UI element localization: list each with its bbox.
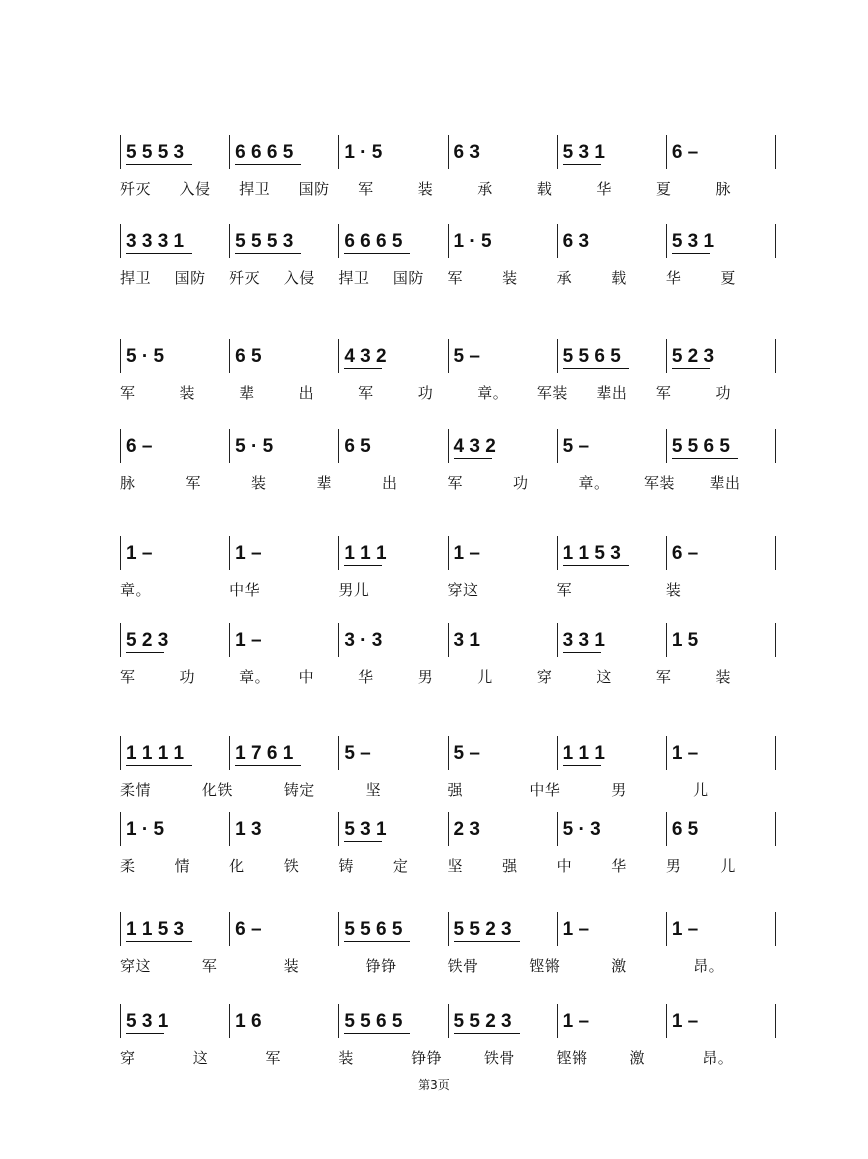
note-group: 4 3 2 bbox=[453, 436, 496, 457]
lyric-syllable: 男 bbox=[665, 857, 682, 875]
note-group: 1 · 5 bbox=[453, 231, 492, 252]
lyric-syllable: 章。 bbox=[239, 668, 271, 686]
lyric-syllable: 铸定 bbox=[283, 781, 315, 799]
lyric-syllable: 铁骨 bbox=[447, 957, 479, 975]
barline bbox=[120, 339, 121, 373]
barline bbox=[557, 135, 558, 169]
lyric-syllable: 章。 bbox=[120, 581, 152, 599]
barline bbox=[448, 339, 449, 373]
lyric-syllable: 装 bbox=[417, 180, 434, 198]
barline bbox=[229, 912, 230, 946]
barline bbox=[666, 623, 667, 657]
lyric-syllable: 情 bbox=[174, 857, 191, 875]
lyric-syllable: 承 bbox=[556, 269, 573, 287]
lyric-syllable: 中华 bbox=[529, 781, 561, 799]
lyric-syllable: 功 bbox=[179, 668, 196, 686]
eighth-note-beam bbox=[563, 765, 601, 766]
lyric-syllable: 装 bbox=[283, 957, 300, 975]
lyric-syllable: 铮铮 bbox=[365, 957, 397, 975]
lyric-syllable: 军 bbox=[358, 384, 374, 402]
lyric-syllable: 昂。 bbox=[693, 957, 725, 975]
lyric-syllable: 军 bbox=[120, 668, 136, 686]
barline bbox=[557, 224, 558, 258]
barline bbox=[775, 1004, 776, 1038]
barline bbox=[229, 536, 230, 570]
lyric-syllable: 夏 bbox=[720, 269, 736, 287]
note-group: 5 5 2 3 bbox=[453, 1011, 512, 1032]
note-group: 6 5 bbox=[235, 346, 262, 367]
note-group: 6 3 bbox=[562, 231, 590, 252]
lyric-syllable: 军 bbox=[185, 474, 202, 492]
eighth-note-beam bbox=[235, 253, 301, 254]
lyric-syllable: 章。 bbox=[477, 384, 509, 402]
lyric-syllable: 捍卫 bbox=[239, 180, 271, 198]
note-group: 1 · 5 bbox=[344, 142, 383, 163]
note-group: 5 5 5 3 bbox=[126, 142, 185, 163]
lyric-syllable: 装 bbox=[179, 384, 196, 402]
lyric-syllable: 男 bbox=[611, 781, 627, 799]
lyric-syllable: 这 bbox=[596, 668, 612, 686]
eighth-note-beam bbox=[344, 565, 382, 566]
barline bbox=[775, 224, 776, 258]
barline bbox=[338, 736, 339, 770]
note-group: 5 5 6 5 bbox=[671, 436, 730, 457]
lyric-syllable: 军 bbox=[120, 384, 136, 402]
lyric-syllable: 功 bbox=[715, 384, 731, 402]
lyric-syllable: 军装 bbox=[644, 474, 676, 492]
barline bbox=[338, 812, 339, 846]
lyric-syllable: 穿这 bbox=[447, 581, 479, 599]
lyric-syllable: 装 bbox=[338, 1049, 354, 1067]
lyric-syllable: 捍卫 bbox=[120, 269, 152, 287]
barline bbox=[666, 339, 667, 373]
note-group: 5 3 1 bbox=[126, 1011, 169, 1032]
barline bbox=[229, 623, 230, 657]
lyric-syllable: 脉 bbox=[120, 474, 136, 492]
note-group: 1 – bbox=[235, 630, 262, 651]
eighth-note-beam bbox=[126, 765, 192, 766]
note-group: 1 5 bbox=[671, 630, 699, 651]
lyric-syllable: 这 bbox=[192, 1049, 209, 1067]
lyric-syllable: 辈 bbox=[239, 384, 255, 402]
lyric-syllable: 中 bbox=[298, 668, 315, 686]
lyric-syllable: 军 bbox=[265, 1049, 282, 1067]
note-group: 1 7 6 1 bbox=[235, 743, 294, 764]
eighth-note-beam bbox=[344, 1033, 410, 1034]
lyric-syllable: 化 bbox=[229, 857, 245, 875]
barline bbox=[775, 536, 776, 570]
barline bbox=[448, 812, 449, 846]
barline bbox=[557, 429, 558, 463]
eighth-note-beam bbox=[454, 1033, 520, 1034]
note-group: 5 5 5 3 bbox=[235, 231, 294, 252]
note-group: 6 – bbox=[126, 436, 153, 457]
note-group: 3 3 3 1 bbox=[126, 231, 185, 252]
barline bbox=[120, 224, 121, 258]
barline bbox=[557, 339, 558, 373]
barline bbox=[775, 912, 776, 946]
barline bbox=[557, 536, 558, 570]
eighth-note-beam bbox=[563, 565, 629, 566]
barline bbox=[775, 736, 776, 770]
barline bbox=[229, 224, 230, 258]
lyric-syllable: 穿这 bbox=[120, 957, 152, 975]
eighth-note-beam bbox=[126, 941, 192, 942]
lyric-syllable: 功 bbox=[417, 384, 434, 402]
lyric-syllable: 铿锵 bbox=[556, 1049, 588, 1067]
barline bbox=[338, 429, 339, 463]
barline bbox=[338, 135, 339, 169]
barline bbox=[775, 623, 776, 657]
barline bbox=[120, 912, 121, 946]
eighth-note-beam bbox=[563, 652, 601, 653]
lyric-syllable: 铁 bbox=[283, 857, 300, 875]
barline bbox=[666, 812, 667, 846]
barline bbox=[338, 623, 339, 657]
barline bbox=[229, 736, 230, 770]
lyric-syllable: 载 bbox=[536, 180, 553, 198]
barline bbox=[557, 912, 558, 946]
note-group: 6 – bbox=[235, 919, 262, 940]
barline bbox=[448, 224, 449, 258]
eighth-note-beam bbox=[454, 458, 492, 459]
lyric-syllable: 军 bbox=[447, 269, 464, 287]
barline bbox=[120, 812, 121, 846]
lyric-syllable: 装 bbox=[502, 269, 518, 287]
note-group: 5 – bbox=[344, 743, 371, 764]
note-group: 1 1 1 bbox=[562, 743, 605, 764]
barline bbox=[448, 429, 449, 463]
note-group: 6 5 bbox=[344, 436, 371, 457]
barline bbox=[448, 736, 449, 770]
note-group: 1 – bbox=[671, 1011, 699, 1032]
note-group: 4 3 2 bbox=[344, 346, 387, 367]
eighth-note-beam bbox=[563, 164, 601, 165]
eighth-note-beam bbox=[563, 368, 629, 369]
eighth-note-beam bbox=[672, 458, 738, 459]
lyric-syllable: 装 bbox=[665, 581, 682, 599]
lyric-syllable: 载 bbox=[611, 269, 627, 287]
lyric-syllable: 铮铮 bbox=[411, 1049, 443, 1067]
lyric-syllable: 国防 bbox=[392, 269, 424, 287]
note-group: 1 1 5 3 bbox=[126, 919, 185, 940]
eighth-note-beam bbox=[235, 164, 301, 165]
lyric-syllable: 化铁 bbox=[201, 781, 233, 799]
barline bbox=[120, 536, 121, 570]
barline bbox=[666, 536, 667, 570]
lyric-syllable: 出 bbox=[298, 384, 315, 402]
note-group: 1 6 bbox=[235, 1011, 262, 1032]
barline bbox=[666, 429, 667, 463]
eighth-note-beam bbox=[454, 941, 520, 942]
lyric-syllable: 军 bbox=[556, 581, 573, 599]
note-group: 3 1 bbox=[453, 630, 480, 651]
eighth-note-beam bbox=[344, 368, 382, 369]
lyric-syllable: 辈出 bbox=[596, 384, 628, 402]
barline bbox=[338, 536, 339, 570]
lyric-syllable: 华 bbox=[611, 857, 627, 875]
barline bbox=[448, 536, 449, 570]
barline bbox=[338, 1004, 339, 1038]
eighth-note-beam bbox=[235, 765, 301, 766]
lyric-syllable: 夏 bbox=[655, 180, 672, 198]
lyric-syllable: 穿 bbox=[120, 1049, 136, 1067]
lyric-syllable: 辈 bbox=[316, 474, 333, 492]
lyric-syllable: 儿 bbox=[693, 781, 709, 799]
lyric-syllable: 铁骨 bbox=[483, 1049, 515, 1067]
lyric-syllable: 捍卫 bbox=[338, 269, 370, 287]
lyric-syllable: 军 bbox=[358, 180, 374, 198]
note-group: 1 – bbox=[671, 743, 699, 764]
lyric-syllable: 穿 bbox=[536, 668, 553, 686]
note-group: 5 3 1 bbox=[671, 231, 715, 252]
note-group: 5 5 6 5 bbox=[344, 1011, 403, 1032]
barline bbox=[666, 135, 667, 169]
barline bbox=[229, 339, 230, 373]
barline bbox=[557, 1004, 558, 1038]
barline bbox=[120, 1004, 121, 1038]
lyric-syllable: 儿 bbox=[720, 857, 736, 875]
note-group: 3 · 3 bbox=[344, 630, 383, 651]
note-group: 1 3 bbox=[235, 819, 262, 840]
note-group: 1 · 5 bbox=[126, 819, 165, 840]
barline bbox=[666, 1004, 667, 1038]
note-group: 5 2 3 bbox=[671, 346, 715, 367]
barline bbox=[229, 812, 230, 846]
lyric-syllable: 歼灭 bbox=[229, 269, 261, 287]
lyric-syllable: 脉 bbox=[715, 180, 731, 198]
note-group: 2 3 bbox=[453, 819, 480, 840]
lyric-syllable: 中华 bbox=[229, 581, 261, 599]
barline bbox=[338, 339, 339, 373]
lyric-syllable: 军 bbox=[447, 474, 464, 492]
lyric-syllable: 铿锵 bbox=[529, 957, 561, 975]
note-group: 5 3 1 bbox=[562, 142, 605, 163]
eighth-note-beam bbox=[672, 368, 710, 369]
eighth-note-beam bbox=[344, 941, 410, 942]
note-group: 1 – bbox=[562, 919, 590, 940]
barline bbox=[448, 912, 449, 946]
barline bbox=[448, 623, 449, 657]
lyric-syllable: 激 bbox=[629, 1049, 645, 1067]
barline bbox=[338, 912, 339, 946]
eighth-note-beam bbox=[126, 652, 164, 653]
note-group: 1 – bbox=[671, 919, 699, 940]
eighth-note-beam bbox=[126, 1033, 164, 1034]
note-group: 5 5 6 5 bbox=[562, 346, 621, 367]
note-group: 5 5 2 3 bbox=[453, 919, 512, 940]
barline bbox=[775, 135, 776, 169]
lyric-syllable: 军装 bbox=[536, 384, 568, 402]
note-group: 5 – bbox=[562, 436, 590, 457]
lyric-syllable: 男儿 bbox=[338, 581, 370, 599]
barline bbox=[229, 135, 230, 169]
eighth-note-beam bbox=[672, 253, 710, 254]
note-group: 3 3 1 bbox=[562, 630, 605, 651]
note-group: 6 5 bbox=[671, 819, 699, 840]
note-group: 5 · 5 bbox=[126, 346, 165, 367]
note-group: 1 – bbox=[562, 1011, 590, 1032]
note-group: 6 – bbox=[671, 142, 699, 163]
lyric-syllable: 坚 bbox=[447, 857, 464, 875]
barline bbox=[448, 1004, 449, 1038]
barline bbox=[666, 736, 667, 770]
lyric-syllable: 国防 bbox=[174, 269, 206, 287]
lyric-syllable: 出 bbox=[382, 474, 398, 492]
note-group: 1 – bbox=[453, 543, 480, 564]
barline bbox=[557, 736, 558, 770]
eighth-note-beam bbox=[126, 164, 192, 165]
lyric-syllable: 昂。 bbox=[702, 1049, 734, 1067]
eighth-note-beam bbox=[126, 253, 192, 254]
lyric-syllable: 柔 bbox=[120, 857, 136, 875]
barline bbox=[557, 623, 558, 657]
barline bbox=[229, 1004, 230, 1038]
note-group: 6 3 bbox=[453, 142, 480, 163]
note-group: 5 3 1 bbox=[344, 819, 387, 840]
note-group: 6 6 6 5 bbox=[344, 231, 403, 252]
barline bbox=[120, 429, 121, 463]
lyric-syllable: 儿 bbox=[477, 668, 493, 686]
lyric-syllable: 歼灭 bbox=[120, 180, 152, 198]
barline bbox=[338, 224, 339, 258]
lyric-syllable: 章。 bbox=[578, 474, 610, 492]
eighth-note-beam bbox=[344, 253, 410, 254]
barline bbox=[666, 224, 667, 258]
note-group: 6 6 6 5 bbox=[235, 142, 294, 163]
barline bbox=[120, 736, 121, 770]
eighth-note-beam bbox=[344, 841, 382, 842]
note-group: 1 1 1 1 bbox=[126, 743, 185, 764]
barline bbox=[666, 912, 667, 946]
note-group: 5 – bbox=[453, 743, 480, 764]
lyric-syllable: 中 bbox=[556, 857, 573, 875]
lyric-syllable: 入侵 bbox=[179, 180, 211, 198]
note-group: 5 · 5 bbox=[235, 436, 274, 457]
note-group: 5 – bbox=[453, 346, 480, 367]
barline bbox=[775, 812, 776, 846]
lyric-syllable: 装 bbox=[715, 668, 731, 686]
barline bbox=[229, 429, 230, 463]
note-group: 1 – bbox=[126, 543, 153, 564]
lyric-syllable: 辈出 bbox=[709, 474, 741, 492]
lyric-syllable: 激 bbox=[611, 957, 627, 975]
barline bbox=[557, 812, 558, 846]
lyric-syllable: 华 bbox=[596, 180, 612, 198]
lyric-syllable: 装 bbox=[251, 474, 267, 492]
barline bbox=[775, 429, 776, 463]
note-group: 5 · 3 bbox=[562, 819, 601, 840]
lyric-syllable: 华 bbox=[665, 269, 682, 287]
lyric-syllable: 承 bbox=[477, 180, 493, 198]
note-group: 1 1 5 3 bbox=[562, 543, 621, 564]
note-group: 5 5 6 5 bbox=[344, 919, 403, 940]
page-number: 第3页 bbox=[418, 1078, 450, 1092]
note-group: 5 2 3 bbox=[126, 630, 169, 651]
lyric-syllable: 军 bbox=[201, 957, 218, 975]
barline bbox=[448, 135, 449, 169]
lyric-syllable: 华 bbox=[358, 668, 374, 686]
lyric-syllable: 军 bbox=[655, 668, 672, 686]
lyric-syllable: 功 bbox=[513, 474, 529, 492]
barline bbox=[120, 623, 121, 657]
lyric-syllable: 铸 bbox=[338, 857, 354, 875]
lyric-syllable: 男 bbox=[417, 668, 434, 686]
lyric-syllable: 强 bbox=[447, 781, 464, 799]
lyric-syllable: 柔情 bbox=[120, 781, 152, 799]
lyric-syllable: 坚 bbox=[365, 781, 382, 799]
lyric-syllable: 军 bbox=[655, 384, 672, 402]
barline bbox=[120, 135, 121, 169]
lyric-syllable: 定 bbox=[392, 857, 409, 875]
note-group: 1 – bbox=[235, 543, 262, 564]
note-group: 1 1 1 bbox=[344, 543, 387, 564]
lyric-syllable: 强 bbox=[502, 857, 518, 875]
lyric-syllable: 国防 bbox=[298, 180, 330, 198]
note-group: 6 – bbox=[671, 543, 699, 564]
barline bbox=[775, 339, 776, 373]
lyric-syllable: 入侵 bbox=[283, 269, 315, 287]
